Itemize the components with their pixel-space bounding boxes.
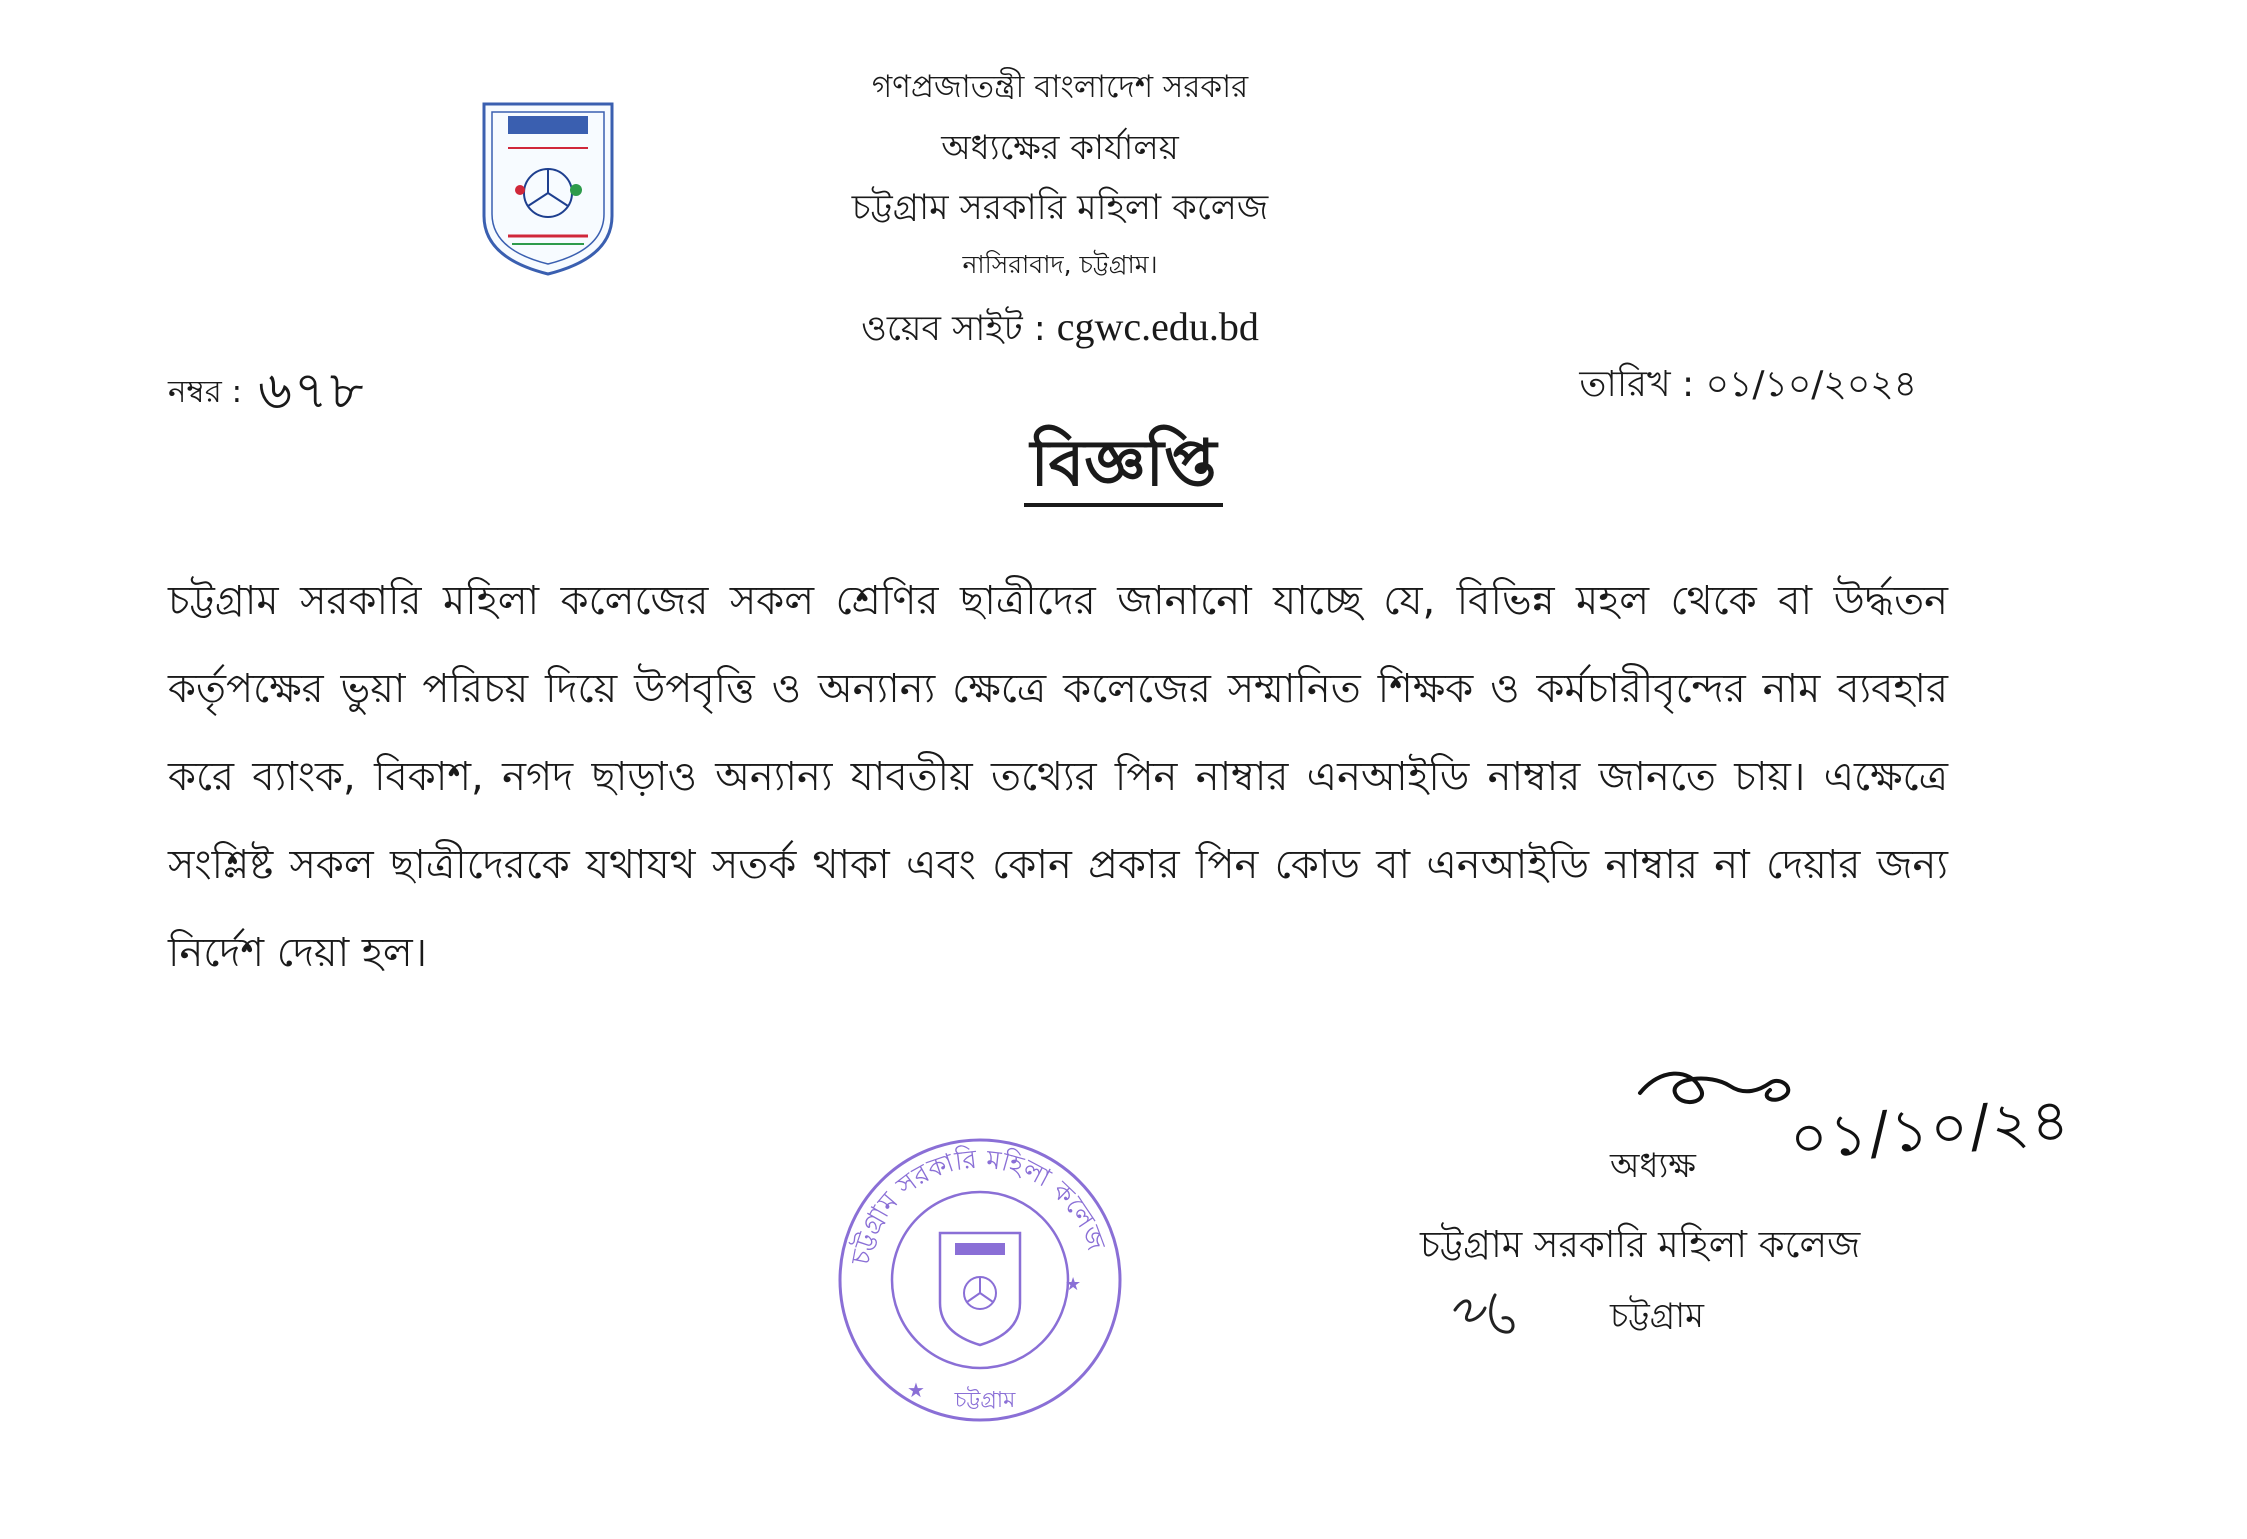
college-name: চট্টগ্রাম সরকারি মহিলা কলেজ [851,188,1269,229]
website-url: cgwc.edu.bd [1056,304,1259,350]
notice-date [1579,357,1917,417]
college-address: নাসিরাবাদ, চট্টগ্রাম। [962,250,1158,279]
official-seal [835,1135,1125,1425]
seal-city-text: চট্টগ্রাম [954,1388,1016,1413]
notice-body: চট্টগ্রাম সরকারি মহিলা কলেজের সকল শ্রেণির ছাত্রীদের জানানো যাচ্ছে যে, বিভিন্ন মহল থেকে বা উর্দ্ধতন কর্তৃপক্ষের ভুয়া পরিচয় দিয়ে উপবৃত্তি ও অন্যান্য ক্ষেত্রে কলেজের সম্মানিত শিক্ষক ও কর্মচারীবৃন্দের নাম ব্যবহার করে ব্যাংক, বিকাশ, নগদ ছাড়াও অন্যান্য যাবতীয় তথ্যের পিন নাম্বার এনআইডি নাম্বার জানতে চায়। এক্ষেত্রে সংশ্লিষ্ট সকল ছাত্রীদেরকে যথাযথ সতর্ক থাকা এবং কোন প্রকার পিন কোড বা এনআইডি নাম্বার না দেয়ার জন্য নির্দেশ দেয়া হল। [168,578,1948,976]
date-label: তারিখ : [1579,364,1706,405]
seal-star-icon: ★ [907,1378,925,1402]
college-logo [478,98,618,278]
website-line [760,302,1360,352]
seal-ring-text: চট্টগ্রাম সরকারি মহিলা কলেজ [846,1144,1111,1268]
website-label: ওয়েব সাইট : [861,309,1057,350]
seal-star-icon: ★ [1065,1274,1082,1295]
signatory-role: অধ্যক্ষ [1610,1146,1696,1186]
date-value: ০১/১০/২০২৪ [1705,364,1917,405]
letterhead [760,68,1360,352]
signatory-college: চট্টগ্রাম সরকারি মহিলা কলেজ [1420,1223,1861,1266]
government-name: গণপ্রজাতন্ত্রী বাংলাদেশ সরকার [871,69,1249,105]
handwritten-initials [1445,1270,1545,1350]
signatory-city: চট্টগ্রাম [1610,1296,1704,1336]
signature-date-handwritten: ০১/১০/২৪ [1787,1085,2073,1173]
memo-number-handwritten: ৬৭৮ [258,361,366,421]
office-name: অধ্যক্ষের কার্যালয় [941,127,1179,168]
notice-title-text: বিজ্ঞপ্তি [1024,427,1222,507]
notice-title [0,415,2247,522]
memo-label: নম্বর : [168,373,243,410]
